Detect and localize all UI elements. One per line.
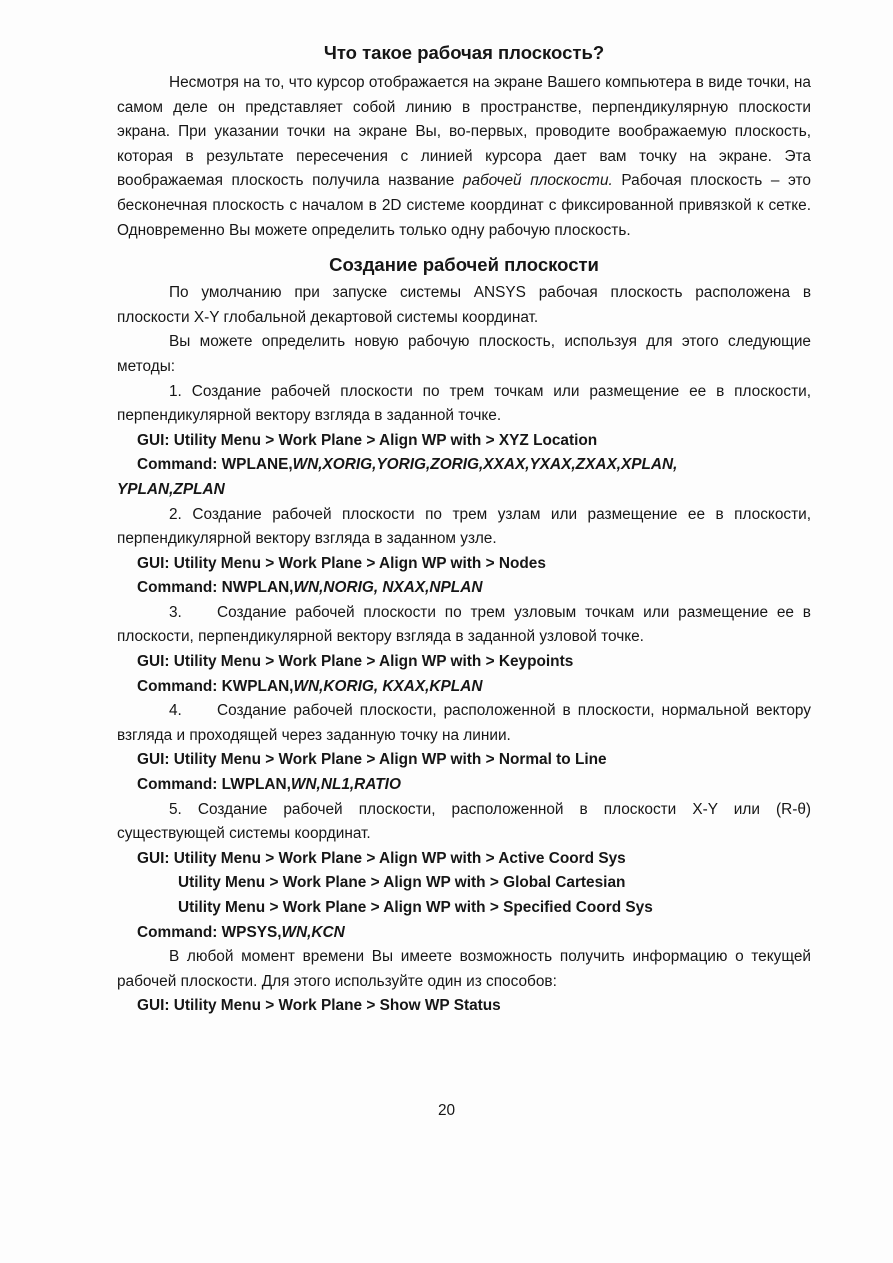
section-title-create-working-plane: Создание рабочей плоскости [329,254,599,276]
method-4-number: 4. [169,702,182,720]
method-4-body: Создание рабочей плоскости, расположенной в плоскости, нормальной вектору взгляда и проходящей через заданную точку на линии. [117,702,811,744]
intro-text-1: Несмотря на то, что курсор отображается на экране Вашего компьютера в виде точки, на самом деле он представляет собой линию в пространстве, перпендикулярную плоскости экрана. При указании точки на экране Вы, во-первых, проводите воображаемую плоскость, которая в результате пересечения с линией курсора дает вам точку на экране. Эта воображаемая плоскость получила название [117,74,811,190]
methods-paragraph: Вы можете определить новую рабочую плоскость, используя для этого следующие методы: [117,333,811,375]
intro-term: рабочей плоскости. [462,172,613,190]
method-5-command-label: Command: WPSYS, [137,923,282,941]
method-2-command-label: Command: NWPLAN, [137,579,294,597]
intro-paragraph [117,71,811,243]
method-5-command-args: WN,KCN [281,923,345,941]
method-4-text [117,699,811,748]
method-5-command [117,921,811,946]
page-content [117,40,811,1019]
method-2-gui-path: GUI: Utility Menu > Work Plane > Align WP with > Nodes [137,554,546,572]
method-1-command-args: WN,XORIG,YORIG,ZORIG,XXAX,YXAX,ZXAX,XPLAN, [292,456,678,474]
show-wp-status-gui-path: GUI: Utility Menu > Work Plane > Show WP Status [137,997,501,1015]
method-5-gui-path-3: Utility Menu > Work Plane > Align WP with > Specified Coord Sys [178,899,653,916]
intro-text-2: Рабочая плоскость – это бесконечная плоскость с началом в 2D системе координат с фиксированной привязкой к сетке. Одновременно Вы можете определить только одну рабочую плоскость. [117,172,811,239]
method-5-gui-path-1: GUI: Utility Menu > Work Plane > Align WP with > Active Coord Sys [137,849,626,867]
method-5-text: 5. Создание рабочей плоскости, расположенной в плоскости X-Y или (R-θ) существующей системы координат. [117,800,811,843]
method-2-command-args: WN,NORIG, NXAX,NPLAN [293,579,483,597]
method-3-gui-path: GUI: Utility Menu > Work Plane > Align WP with > Keypoints [137,653,574,671]
method-4-gui-path: GUI: Utility Menu > Work Plane > Align WP with > Normal to Line [137,751,607,769]
method-4-command [117,773,811,798]
method-3-number: 3. [169,603,182,621]
page-number: 20 [437,1102,456,1119]
section-title-working-plane: Что такое рабочая плоскость? [323,42,605,63]
method-1-command-args-cont: YPLAN,ZPLAN [117,480,225,498]
info-paragraph: В любой момент времени Вы имеете возможность получить информацию о текущей рабочей плоскости. Для этого используйте один из способов: [117,948,811,990]
method-1-command-label: Command: WPLANE, [137,456,293,474]
method-2-text: 2. Создание рабочей плоскости по трем узлам или размещение ее в плоскости, перпендикулярной вектору взгляда в заданном узле. [117,505,811,548]
method-3-body: Создание рабочей плоскости по трем узловым точкам или размещение ее в плоскости, перпендикулярной вектору взгляда в заданной узловой точке. [117,603,811,646]
method-1-command [117,453,811,478]
method-5-gui-path-2: Utility Menu > Work Plane > Align WP with > Global Cartesian [178,874,626,892]
method-3-text [117,601,811,650]
default-paragraph: По умолчанию при запуске системы ANSYS рабочая плоскость расположена в плоскости X-Y глобальной декартовой системы координат. [117,284,811,326]
method-1-gui-path: GUI: Utility Menu > Work Plane > Align WP with > XYZ Location [137,431,598,449]
method-1-text: 1. Создание рабочей плоскости по трем точкам или размещение ее в плоскости, перпендикулярной вектору взгляда в заданной точке. [117,382,811,425]
method-3-command [117,675,811,700]
method-2-command [117,576,811,601]
method-4-command-label: Command: LWPLAN, [137,776,291,794]
method-3-command-args: WN,KORIG, KXAX,KPLAN [293,677,483,695]
method-3-command-label: Command: KWPLAN, [137,677,294,695]
method-4-command-args: WN,NL1,RATIO [290,776,401,794]
